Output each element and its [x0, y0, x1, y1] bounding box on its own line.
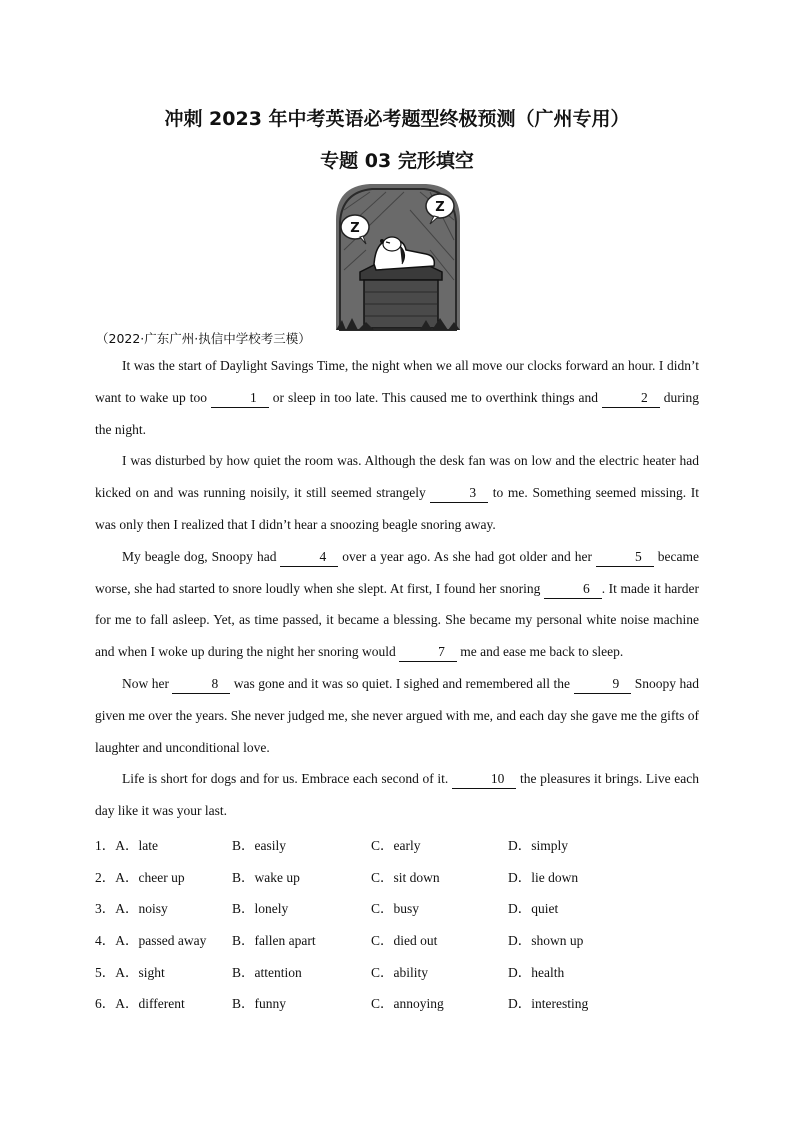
passage-paragraph [95, 668, 699, 763]
passage-paragraph [95, 541, 699, 668]
option-b: B．funny [232, 996, 286, 1012]
option-a: 4．A．passed away [95, 933, 207, 949]
passage-paragraph [95, 445, 699, 540]
option-a: 3．A．noisy [95, 901, 168, 917]
passage-text: Snoopy had given me over the years. She never judged me, she never argued with me, and each day she gave me the gifts of laughter and unconditional love. [95, 675, 699, 755]
document-title: 冲刺 2023 年中考英语必考题型终极预测（广州专用） [164, 108, 630, 130]
question-row [95, 954, 699, 986]
option-d: D．shown up [508, 933, 584, 949]
document-subtitle: 专题 03 完形填空 [320, 150, 474, 172]
passage-text: My beagle dog, Snoopy had [122, 548, 281, 564]
question-row [95, 827, 699, 859]
passage-text: me and ease me back to sleep. [456, 644, 624, 660]
blank-3: 3 [430, 484, 488, 503]
option-c: C．busy [371, 901, 420, 917]
sleeping-dog-on-doghouse-icon [330, 180, 466, 336]
blank-8: 8 [172, 675, 230, 694]
passage-text: Life is short for dogs and for us. Embrace each second of it. [122, 771, 452, 787]
option-b: B．wake up [232, 869, 300, 885]
option-d: D．quiet [508, 901, 559, 917]
option-c: C．early [371, 838, 421, 853]
blank-7: 7 [399, 643, 457, 662]
option-a: 6．A．different [95, 996, 185, 1012]
passage-text: Now her [122, 675, 173, 691]
option-c: C．sit down [371, 869, 440, 885]
passage-text: to me. Something seemed missing. It was only then I realized that I didn’t hear a snoozing beagle snoring away. [95, 485, 699, 532]
passage-paragraph [95, 763, 699, 827]
option-d: D．health [508, 964, 565, 980]
option-a: 1．A．late [95, 838, 158, 853]
z-right-glyph: Z [435, 200, 445, 215]
passage-text: over a year ago. As she had got older and her [338, 548, 597, 564]
blank-6: 6 [544, 580, 602, 599]
option-c: C．died out [371, 933, 438, 949]
option-d: D．lie down [508, 869, 579, 885]
blank-2: 2 [602, 389, 660, 408]
passage-text: the pleasures it brings. Live each day like it was your last. [95, 771, 699, 819]
option-b: B．attention [232, 964, 302, 980]
option-a: 2．A．cheer up [95, 869, 185, 885]
option-d: D．interesting [508, 996, 589, 1012]
sleeping-dog-illustration [330, 180, 466, 336]
question-row [95, 985, 699, 1017]
source-note: （2022·广东广州·执信中学校考三模） [96, 331, 311, 346]
option-c: C．ability [371, 964, 428, 980]
option-b: B．lonely [232, 901, 289, 917]
option-a: 5．A．sight [95, 964, 165, 980]
option-b: B．easily [232, 838, 286, 853]
passage-text: I was disturbed by how quiet the room was. Although the desk fan was on low and the electric heater had kicked on and was running noisily, it still seemed strangely [95, 453, 699, 501]
z-left-glyph: Z [350, 221, 360, 236]
question-row [95, 890, 699, 922]
blank-5: 5 [596, 548, 654, 567]
option-b: B．fallen apart [232, 933, 316, 949]
passage-text: was gone and it was so quiet. I sighed and remembered all the [230, 675, 574, 691]
passage-text: became worse, she had started to snore loudly when she slept. At first, I found her snoring [95, 548, 700, 596]
passage-text: . It made it harder for me to fall asleep. Yet, as time passed, it became a blessing. She became my personal white noise machine and when I woke up during the night her snoring would [95, 580, 699, 660]
answer-options [95, 827, 699, 1017]
blank-1: 1 [211, 389, 269, 408]
question-row [95, 859, 699, 891]
question-row [95, 922, 699, 954]
option-c: C．annoying [371, 996, 444, 1012]
passage-paragraph [95, 350, 699, 445]
cloze-passage [95, 350, 699, 827]
option-d: D．simply [508, 838, 569, 853]
blank-9: 9 [574, 675, 632, 694]
blank-4: 4 [280, 548, 338, 567]
passage-text: or sleep in too late. This caused me to overthink things and [268, 389, 602, 405]
passage-text: during the night. [95, 389, 699, 437]
passage-text: It was the start of Daylight Savings Time, the night when we all move our clocks forward an hour. I didn’t want to wake up too [95, 358, 699, 405]
blank-10: 10 [452, 770, 517, 789]
